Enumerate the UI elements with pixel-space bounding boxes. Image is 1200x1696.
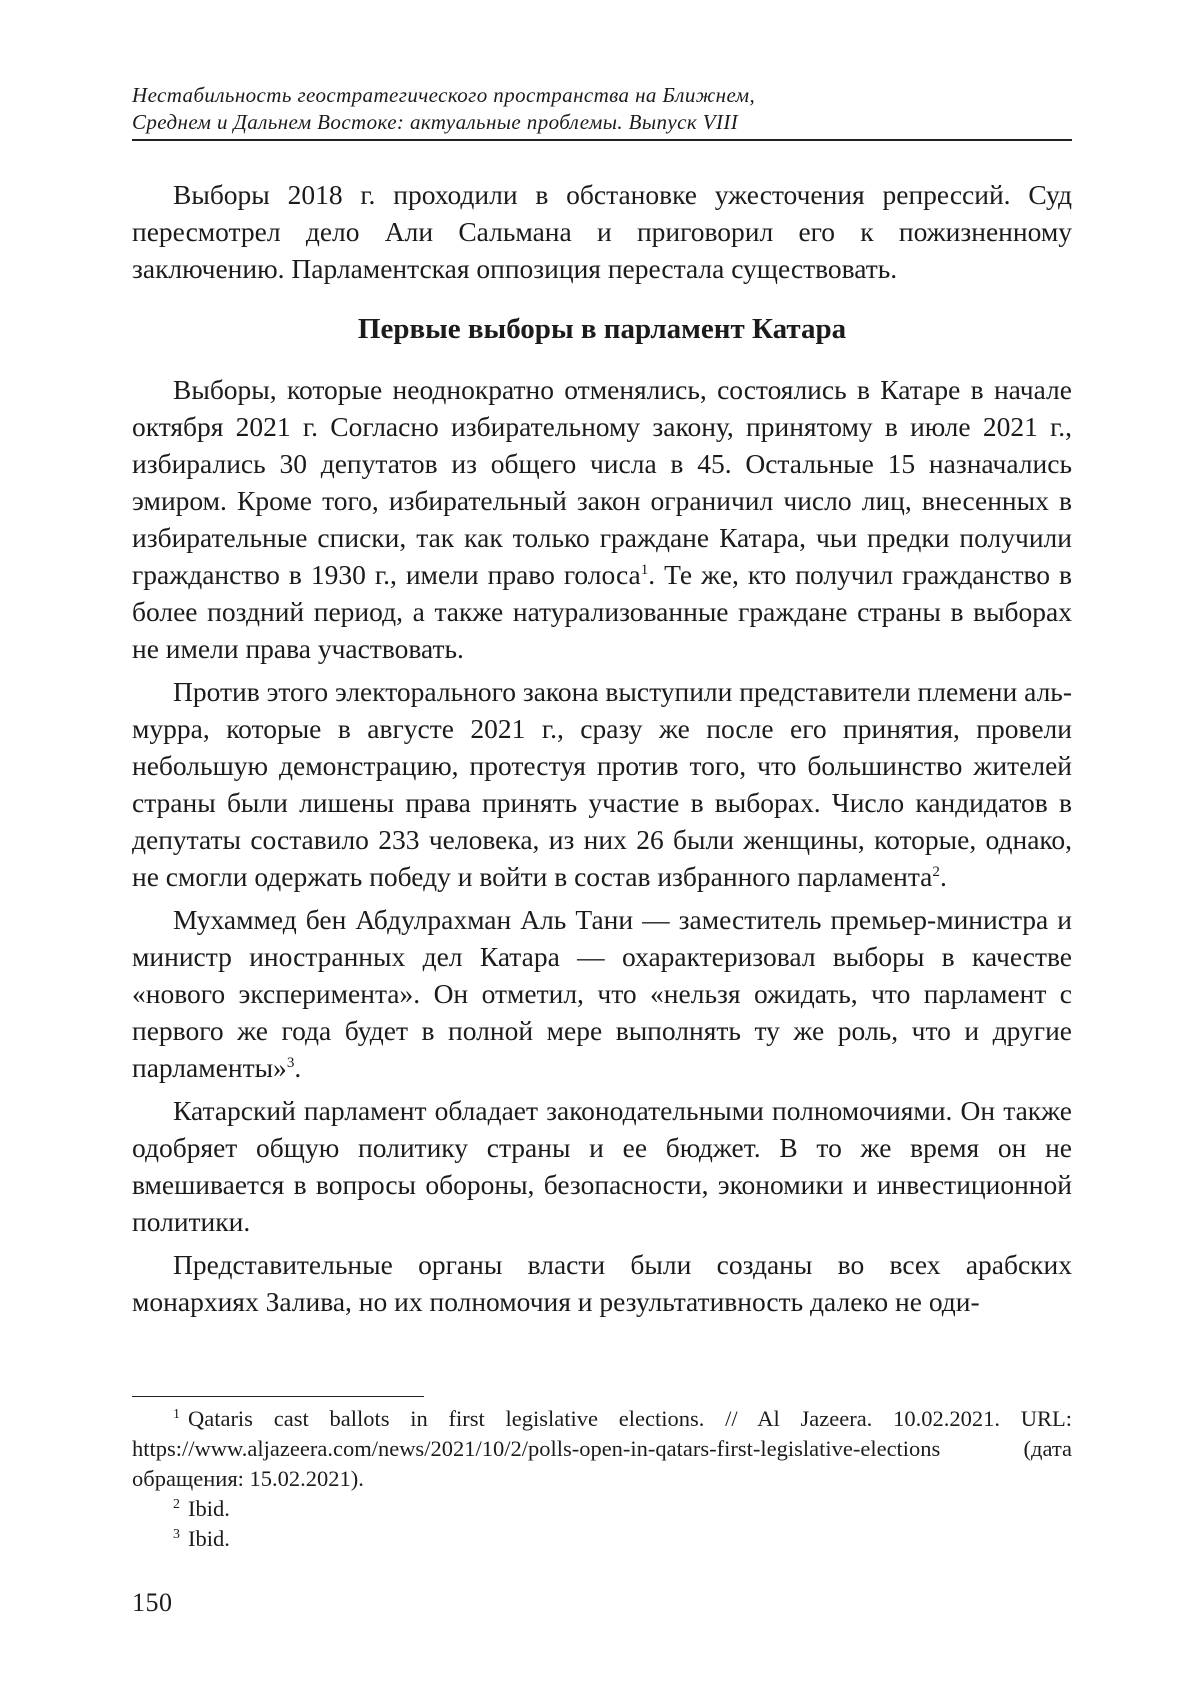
page-number: 150 bbox=[132, 1588, 173, 1617]
footnote-3-mark: 3 bbox=[173, 1526, 180, 1542]
footnote-ref-2[interactable]: 2 bbox=[932, 863, 940, 880]
paragraph-1: Выборы, которые неоднократно отменялись, состоялись в Катаре в начале октября 2021 г. Согласно избирательному закону, принятому в июле 2021 г., избирались 30 депутатов из общего числа в 45. Остальные 15 назначались эмиром. Кроме того, избирательный закон ограничил число лиц, внесенных в избирательные списки, так как только граждане Катара, чьи предки получили гражданство в 1930 г., имели право голоса$^1$. Те же, кто получил гражданство в более поздний период, а также натурализованные граждане страны в выборах не имели права участвовать. bbox=[132, 374, 1072, 664]
running-header bbox=[132, 82, 1072, 136]
running-header-line-1: Нестабильность геостратегического пространства на Ближнем, bbox=[132, 83, 756, 107]
footnote-2-text: Ibid. bbox=[187, 1496, 230, 1521]
footnote-ref-1[interactable]: 1 bbox=[640, 561, 649, 578]
footnote-3 bbox=[132, 1524, 1072, 1554]
paragraph-4: Катарский парламент обладает законодательными полномочиями. Он также одобряет общую политику страны и ее бюджет. В то же время он не вмешивается в вопросы обороны, безопасности, экономики и инвестиционной политики. bbox=[132, 1095, 1072, 1237]
section-title: Первые выборы в парламент Катара bbox=[357, 313, 847, 345]
footnote-1-mark: 1 bbox=[173, 1406, 180, 1422]
footnote-ref-3[interactable]: 3 bbox=[286, 1054, 295, 1071]
main-text bbox=[132, 176, 1072, 1326]
paragraph-5: Представительные органы власти были созданы во всех арабских монархиях Залива, но их полномочия и результативность далеко не оди- bbox=[132, 1249, 1072, 1317]
paragraph-2: Против этого электорального закона выступили представители племени аль-мурра, которые в августе 2021 г., сразу же после его принятия, провели небольшую демонстрацию, протестуя против того, что большинство жителей страны были лишены права принять участие в выборах. Число кандидатов в депутаты составило 233 человека, из них 26 были женщины, которые, однако, не смогли одержать победу и войти в состав избранного парламента$^2$. bbox=[132, 676, 1072, 892]
footnote-1-text: Qataris cast ballots in first legislative elections. // Al Jazeera. 10.02.2021. URL: https://www.aljazeera.com/news/2021/10/2/polls-open-in-qatars-first-legislative-elections (дата обращения: 15.02.2021). bbox=[132, 1406, 1072, 1491]
header-rule bbox=[132, 139, 1072, 141]
footnote-2-mark: 2 bbox=[173, 1496, 180, 1512]
footnote-rule bbox=[132, 1396, 424, 1397]
running-header-line-2: Среднем и Дальнем Востоке: актуальные проблемы. Выпуск VIII bbox=[132, 110, 739, 134]
paragraph-3: Мухаммед бен Абдулрахман Аль Тани — заместитель премьер-министра и министр иностранных дел Катара — охарактеризовал выборы в качестве «нового эксперимента». Он отметил, что «нельзя ожидать, что парламент с первого же года будет в полной мере выполнять ту же роль, что и другие парламенты»$^3$. bbox=[132, 904, 1072, 1083]
footnote-2 bbox=[132, 1494, 1072, 1524]
footnotes bbox=[132, 1404, 1072, 1554]
intro-paragraph: Выборы 2018 г. проходили в обстановке ужесточения репрессий. Суд пересмотрел дело Али Сальмана и приговорил его к пожизненному заключению. Парламентская оппозиция перестала существовать. bbox=[132, 179, 1072, 284]
footnote-3-text: Ibid. bbox=[187, 1526, 230, 1551]
footnote-1 bbox=[132, 1404, 1072, 1494]
